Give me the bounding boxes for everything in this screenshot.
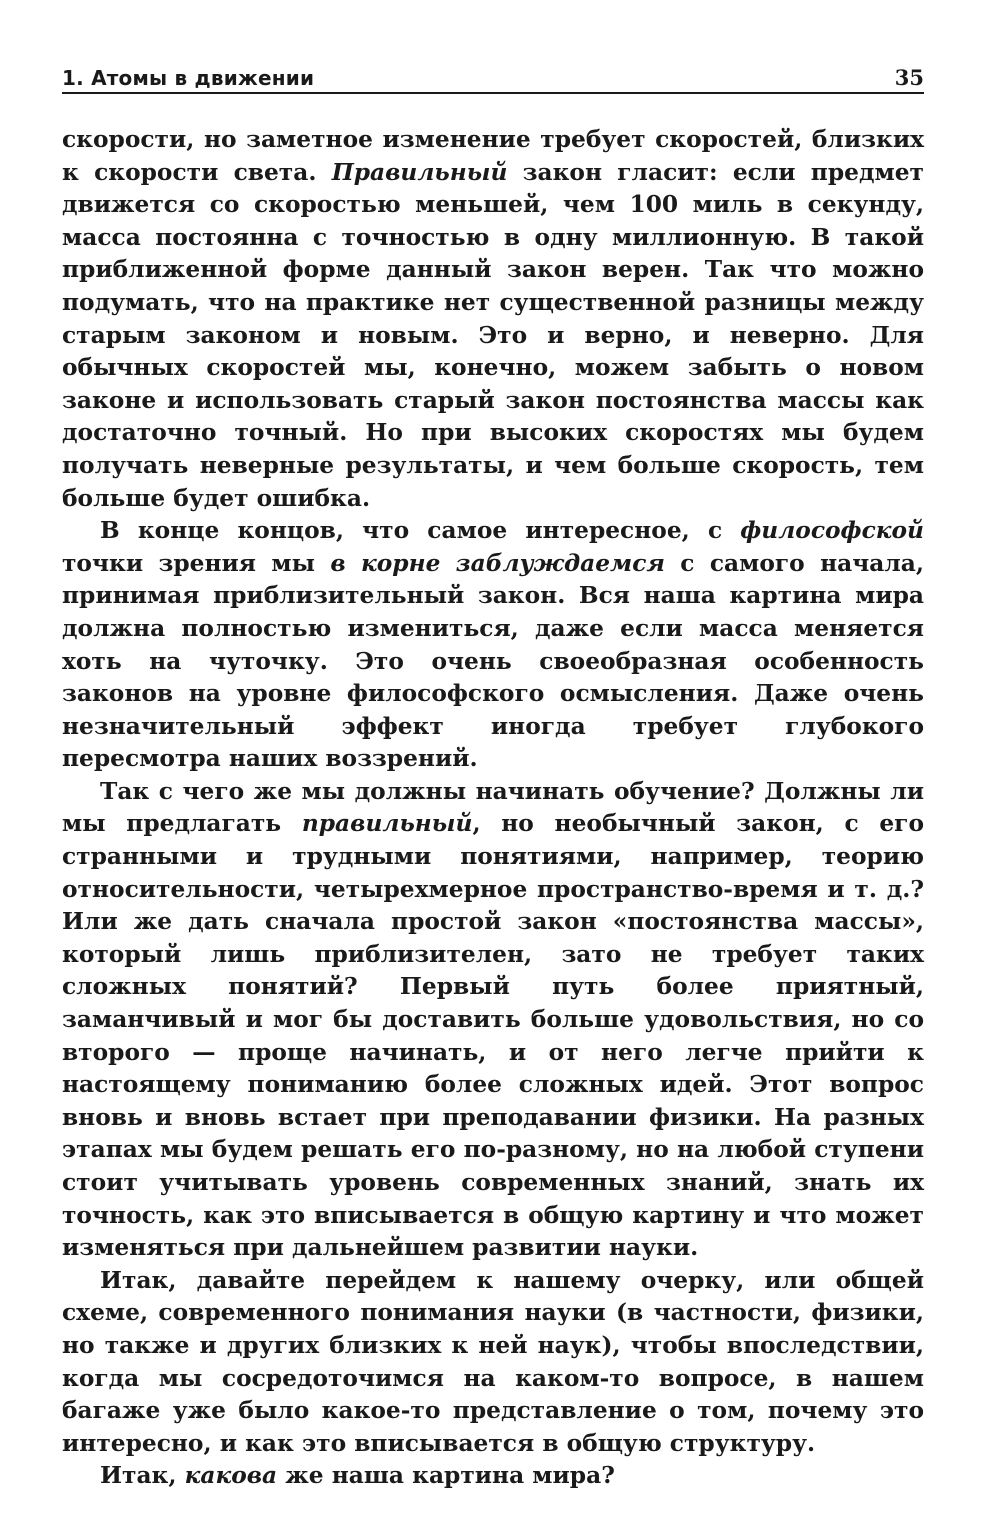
paragraph-5-text-a: Итак, bbox=[100, 1462, 185, 1490]
paragraph-3-emphasis: правильный bbox=[301, 810, 473, 838]
paragraph-5-emphasis: какова bbox=[184, 1462, 278, 1490]
page-number: 35 bbox=[894, 65, 924, 90]
paragraph-1-text-b: закон гласит: если предмет движется со скоростью меньшей, чем 100 миль в секунду, масса постоянна с точностью в одну миллионную. В такой приближенной форме данный закон верен. Так что можно подумать, что на практике нет существенной разницы между старым законом и новым. Это и верно, и неверно. Для обычных скоростей мы, конечно, можем забыть о новом законе и использовать старый закон постоянства массы как достаточно точный. Но при высоких скоростях мы будем получать неверные результаты, и чем больше скорость, тем больше будет ошибка. bbox=[62, 158, 924, 512]
paragraph-1 bbox=[62, 124, 924, 515]
paragraph-1-emphasis: Правильный bbox=[331, 158, 508, 186]
paragraph-4-text: Итак, давайте перейдем к нашему очерку, или общей схеме, современного понимания науки (в частности, физики, но также и других близких к ней наук), чтобы впоследствии, когда мы сосредоточимся на каком-то вопросе, в нашем багаже уже было какое-то представление о том, почему это интересно, и как это вписывается в общую структуру. bbox=[62, 1266, 924, 1457]
paragraph-3 bbox=[62, 776, 924, 1265]
paragraph-2-emphasis-1: философской bbox=[740, 517, 924, 545]
running-head bbox=[62, 58, 924, 94]
paragraph-2-emphasis-2: в корне заблуждаемся bbox=[330, 549, 665, 577]
body-text bbox=[62, 124, 924, 1493]
paragraph-1-text-a: скорости, но заметное изменение требует скоростей, близких к скорости света. bbox=[62, 126, 924, 186]
paragraph-3-text-b: , но необычный закон, с его странными и трудными понятиями, например, теорию относительности, четырехмерное пространство-время и т. д.? Или же дать сначала простой закон «постоянства массы», который лишь приблизителен, зато не требует таких сложных понятий? Первый путь более приятный, заманчивый и мог бы доставить больше удовольствия, но со второго — проще начинать, и от него легче прийти к настоящему пониманию более сложных идей. Этот вопрос вновь и вновь встает при преподавании физики. На разных этапах мы будем решать его по-разному, но на любой ступени стоит учитывать уровень современных знаний, знать их точность, как это вписывается в общую картину и что может изменяться при дальнейшем развитии науки. bbox=[62, 810, 924, 1262]
paragraph-4 bbox=[62, 1265, 924, 1461]
book-page bbox=[62, 58, 924, 1493]
paragraph-2-text-b: точки зрения мы bbox=[62, 549, 331, 577]
paragraph-2 bbox=[62, 515, 924, 776]
paragraph-5 bbox=[62, 1460, 924, 1493]
paragraph-5-text-b: же наша картина мира? bbox=[277, 1462, 615, 1490]
paragraph-3-text-a: Так с чего же мы должны начинать обучение? Должны ли мы предлагать bbox=[62, 777, 924, 838]
paragraph-2-text-a: В конце концов, что самое интересное, с bbox=[100, 517, 741, 545]
chapter-title: 1. Атомы в движении bbox=[62, 66, 315, 90]
paragraph-2-text-c: с самого начала, принимая приблизительный закон. Вся наша картина мира должна полностью измениться, даже если масса меняется хоть на чуточку. Это очень своеобразная особенность законов на уровне философского осмысления. Даже очень незначительный эффект иногда требует глубокого пересмотра наших воззрений. bbox=[62, 549, 924, 773]
